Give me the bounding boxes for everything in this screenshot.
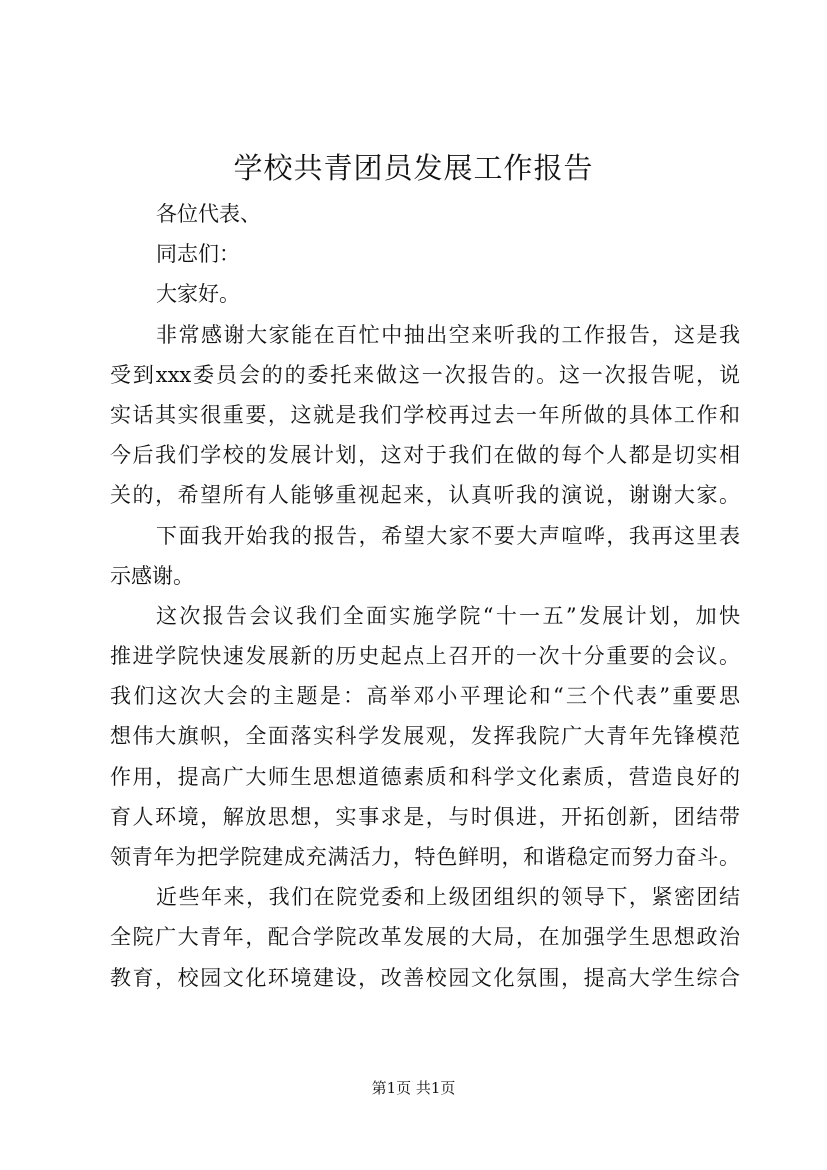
document-body [110, 194, 740, 998]
paragraph-line: 非常感谢大家能在百忙中抽出空来听我的工作报告，这是我 [156, 322, 740, 347]
paragraph-line: 这次报告会议我们全面实施学院“十一五”发展计划，加快 [156, 603, 740, 628]
document-title: 学校共青团员发展工作报告 [233, 151, 594, 185]
paragraph-line: 推进学院快速发展新的历史起点上召开的一次十分重要的会议。 [110, 644, 740, 669]
paragraph-line: 作用，提高广大师生思想道德素质和科学文化素质，营造良好的 [110, 764, 740, 789]
paragraph-line: 关的，希望所有人能够重视起来，认真听我的演说，谢谢大家。 [110, 483, 740, 508]
paragraph-line: 近些年来，我们在院党委和上级团组织的领导下，紧密团结 [156, 885, 740, 910]
paragraph-line: 我们这次大会的主题是：高举邓小平理论和“三个代表”重要思 [110, 684, 740, 709]
paragraph-line: 今后我们学校的发展计划，这对于我们在做的每个人都是切实相 [110, 443, 740, 468]
paragraph-line: 受到xxx委员会的的委托来做这一次报告的。这一次报告呢，说 [110, 362, 740, 387]
paragraph-line: 育人环境，解放思想，实事求是，与时俱进，开拓创新，团结带 [110, 804, 740, 829]
salutation-line: 各位代表、 [156, 202, 261, 226]
page-footer: 第1页 共1页 [371, 1079, 456, 1097]
paragraph-line: 示感谢。 [110, 563, 194, 588]
salutation-line: 同志们： [156, 242, 240, 267]
paragraph-line: 领青年为把学院建成充满活力，特色鲜明，和谐稳定而努力奋斗。 [110, 845, 740, 869]
paragraph-line: 下面我开始我的报告，希望大家不要大声喧哗，我再这里表 [156, 523, 740, 548]
paragraph-line: 全院广大青年，配合学院改革发展的大局，在加强学生思想政治 [110, 925, 740, 950]
paragraph-line: 教育，校园文化环境建设，改善校园文化氛围，提高大学生综合 [110, 965, 740, 990]
paragraph-line: 想伟大旗帜，全面落实科学发展观，发挥我院广大青年先锋模范 [110, 724, 740, 749]
paragraph-line: 实话其实很重要，这就是我们学校再过去一年所做的具体工作和 [110, 402, 740, 427]
greeting-line: 大家好。 [156, 282, 240, 307]
